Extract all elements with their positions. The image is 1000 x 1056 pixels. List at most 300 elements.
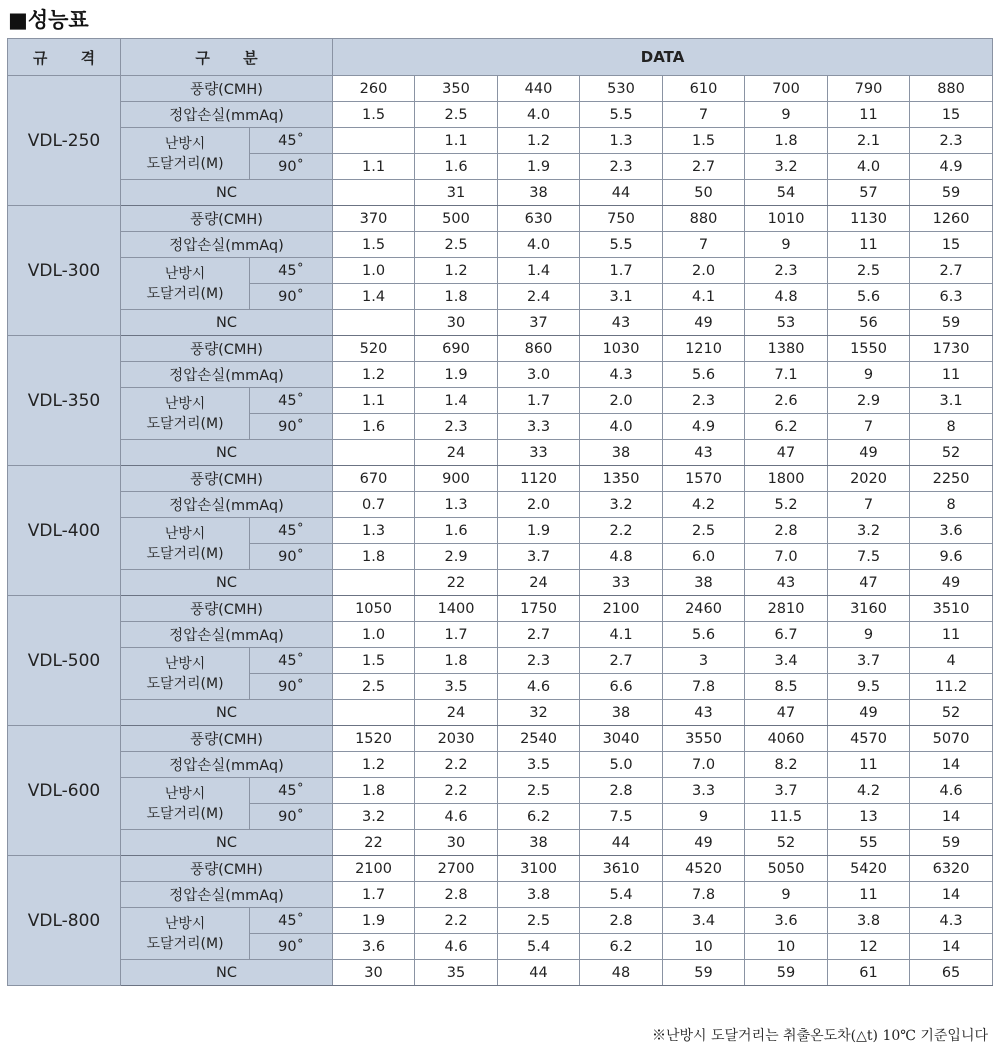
data-cell: 32	[498, 700, 580, 726]
data-cell: 750	[580, 206, 663, 232]
data-cell: 0.7	[333, 492, 415, 518]
data-cell: 2.2	[580, 518, 663, 544]
data-cell: 1.6	[415, 154, 498, 180]
data-cell: 1.8	[415, 648, 498, 674]
angle-45-label: 45˚	[250, 518, 333, 544]
data-cell: 13	[828, 804, 910, 830]
pressure-loss-label: 정압손실(mmAq)	[121, 752, 333, 778]
pressure-loss-label: 정압손실(mmAq)	[121, 882, 333, 908]
pressure-loss-label: 정압손실(mmAq)	[121, 622, 333, 648]
data-cell: 4.2	[663, 492, 745, 518]
table-row	[8, 596, 993, 622]
data-cell: 1.7	[498, 388, 580, 414]
data-cell: 2.5	[333, 674, 415, 700]
data-cell: 1.4	[333, 284, 415, 310]
data-cell: 11.2	[910, 674, 993, 700]
data-cell: 38	[580, 440, 663, 466]
data-cell: 9	[745, 232, 828, 258]
data-cell: 2020	[828, 466, 910, 492]
data-cell: 11	[910, 362, 993, 388]
table-row	[8, 466, 993, 492]
data-cell: 59	[910, 310, 993, 336]
data-cell: 3.7	[498, 544, 580, 570]
angle-45-label: 45˚	[250, 258, 333, 284]
airflow-label: 풍량(CMH)	[121, 596, 333, 622]
airflow-label: 풍량(CMH)	[121, 726, 333, 752]
data-cell: 57	[828, 180, 910, 206]
reach-label	[121, 388, 250, 440]
data-cell: 2030	[415, 726, 498, 752]
data-cell: 44	[580, 830, 663, 856]
airflow-label: 풍량(CMH)	[121, 336, 333, 362]
data-cell: 52	[745, 830, 828, 856]
data-cell: 9	[828, 362, 910, 388]
angle-45-label: 45˚	[250, 778, 333, 804]
table-row	[8, 830, 993, 856]
data-cell: 6.3	[910, 284, 993, 310]
data-cell: 3.6	[910, 518, 993, 544]
data-cell: 3.2	[333, 804, 415, 830]
data-cell: 700	[745, 76, 828, 102]
reach-label-line1: 난방시	[164, 135, 206, 152]
data-cell: 35	[415, 960, 498, 986]
nc-label: NC	[121, 180, 333, 206]
data-cell	[333, 128, 415, 154]
data-cell: 3	[663, 648, 745, 674]
table-row	[8, 128, 993, 154]
performance-table	[7, 38, 993, 986]
data-cell: 2.5	[415, 232, 498, 258]
data-cell: 24	[498, 570, 580, 596]
data-cell: 1.3	[415, 492, 498, 518]
data-cell: 22	[333, 830, 415, 856]
data-cell: 670	[333, 466, 415, 492]
data-cell: 2.0	[580, 388, 663, 414]
data-cell: 3.2	[745, 154, 828, 180]
data-cell: 24	[415, 700, 498, 726]
data-cell: 7.1	[745, 362, 828, 388]
data-cell: 53	[745, 310, 828, 336]
data-cell: 15	[910, 232, 993, 258]
data-cell: 1.4	[415, 388, 498, 414]
data-cell: 440	[498, 76, 580, 102]
data-cell: 1260	[910, 206, 993, 232]
data-cell: 59	[745, 960, 828, 986]
angle-90-label: 90˚	[250, 284, 333, 310]
data-cell: 1.9	[498, 518, 580, 544]
data-cell: 1.8	[333, 544, 415, 570]
data-cell: 11	[828, 752, 910, 778]
data-cell: 59	[663, 960, 745, 986]
data-cell: 3.4	[663, 908, 745, 934]
data-cell: 2.7	[663, 154, 745, 180]
data-cell: 6320	[910, 856, 993, 882]
data-cell: 5.6	[663, 362, 745, 388]
data-cell: 500	[415, 206, 498, 232]
data-cell: 1.6	[415, 518, 498, 544]
data-cell: 3.2	[828, 518, 910, 544]
data-cell: 1030	[580, 336, 663, 362]
data-cell: 37	[498, 310, 580, 336]
data-cell: 3.6	[333, 934, 415, 960]
data-cell: 1.8	[333, 778, 415, 804]
data-cell: 6.2	[745, 414, 828, 440]
data-cell: 5420	[828, 856, 910, 882]
data-cell: 4.9	[663, 414, 745, 440]
data-cell: 1.4	[498, 258, 580, 284]
data-cell: 6.6	[580, 674, 663, 700]
data-cell: 4.2	[828, 778, 910, 804]
data-cell: 1400	[415, 596, 498, 622]
angle-45-label: 45˚	[250, 648, 333, 674]
data-cell: 3510	[910, 596, 993, 622]
data-cell: 6.7	[745, 622, 828, 648]
angle-45-label: 45˚	[250, 128, 333, 154]
data-cell: 5.2	[745, 492, 828, 518]
data-cell: 11.5	[745, 804, 828, 830]
data-cell: 12	[828, 934, 910, 960]
data-cell: 4.6	[415, 934, 498, 960]
nc-label: NC	[121, 440, 333, 466]
data-cell: 1.7	[333, 882, 415, 908]
data-cell: 9	[745, 882, 828, 908]
data-cell	[333, 440, 415, 466]
data-cell: 59	[910, 180, 993, 206]
data-cell: 3610	[580, 856, 663, 882]
data-cell: 2250	[910, 466, 993, 492]
data-cell: 7.0	[663, 752, 745, 778]
nc-label: NC	[121, 830, 333, 856]
data-cell: 11	[828, 882, 910, 908]
data-cell: 3.7	[828, 648, 910, 674]
table-row	[8, 882, 993, 908]
data-cell	[333, 310, 415, 336]
reach-label	[121, 648, 250, 700]
model-name: VDL-300	[8, 206, 121, 336]
data-cell: 24	[415, 440, 498, 466]
data-cell: 49	[828, 700, 910, 726]
data-cell	[333, 700, 415, 726]
data-cell: 4.0	[828, 154, 910, 180]
nc-label: NC	[121, 700, 333, 726]
data-cell: 4.3	[580, 362, 663, 388]
data-cell: 3.7	[745, 778, 828, 804]
model-name: VDL-500	[8, 596, 121, 726]
data-cell: 7.5	[828, 544, 910, 570]
data-cell: 31	[415, 180, 498, 206]
pressure-loss-label: 정압손실(mmAq)	[121, 232, 333, 258]
data-cell: 43	[663, 700, 745, 726]
data-cell: 59	[910, 830, 993, 856]
table-row	[8, 648, 993, 674]
data-cell: 47	[745, 440, 828, 466]
data-cell: 9	[828, 622, 910, 648]
data-cell: 1210	[663, 336, 745, 362]
data-cell: 2540	[498, 726, 580, 752]
angle-90-label: 90˚	[250, 544, 333, 570]
table-row	[8, 778, 993, 804]
data-cell: 2.5	[498, 778, 580, 804]
data-cell: 4570	[828, 726, 910, 752]
table-row	[8, 622, 993, 648]
table-row	[8, 336, 993, 362]
data-cell: 1.7	[415, 622, 498, 648]
data-cell: 8.2	[745, 752, 828, 778]
data-cell: 3.3	[663, 778, 745, 804]
data-cell: 44	[580, 180, 663, 206]
data-cell: 900	[415, 466, 498, 492]
table-row	[8, 492, 993, 518]
data-cell: 2460	[663, 596, 745, 622]
reach-label	[121, 518, 250, 570]
data-cell: 3.1	[580, 284, 663, 310]
data-cell: 520	[333, 336, 415, 362]
header-spec: 규 격	[8, 39, 121, 76]
data-cell: 1.5	[333, 232, 415, 258]
table-row	[8, 102, 993, 128]
data-cell: 3.3	[498, 414, 580, 440]
data-cell: 43	[580, 310, 663, 336]
angle-90-label: 90˚	[250, 414, 333, 440]
reach-label-line2: 도달거리(M)	[146, 285, 224, 302]
data-cell: 1570	[663, 466, 745, 492]
table-row	[8, 206, 993, 232]
data-cell: 2.0	[663, 258, 745, 284]
data-cell: 47	[745, 700, 828, 726]
reach-label-line2: 도달거리(M)	[146, 675, 224, 692]
data-cell: 3.8	[498, 882, 580, 908]
table-row	[8, 76, 993, 102]
table-row	[8, 258, 993, 284]
data-cell: 14	[910, 934, 993, 960]
data-cell: 880	[663, 206, 745, 232]
data-cell: 260	[333, 76, 415, 102]
reach-label-line1: 난방시	[164, 655, 206, 672]
data-cell: 4.9	[910, 154, 993, 180]
data-cell: 4.1	[663, 284, 745, 310]
data-cell: 11	[828, 232, 910, 258]
data-cell: 9.5	[828, 674, 910, 700]
data-cell: 2.7	[580, 648, 663, 674]
data-cell: 3.5	[415, 674, 498, 700]
data-cell: 50	[663, 180, 745, 206]
data-cell: 52	[910, 700, 993, 726]
data-cell: 33	[498, 440, 580, 466]
data-cell: 1.3	[580, 128, 663, 154]
data-cell: 1130	[828, 206, 910, 232]
data-cell: 7	[828, 414, 910, 440]
data-cell: 47	[828, 570, 910, 596]
data-cell: 2810	[745, 596, 828, 622]
data-cell: 2.3	[580, 154, 663, 180]
data-cell: 3160	[828, 596, 910, 622]
data-cell: 8.5	[745, 674, 828, 700]
pressure-loss-label: 정압손실(mmAq)	[121, 362, 333, 388]
data-cell: 1380	[745, 336, 828, 362]
data-cell: 61	[828, 960, 910, 986]
data-cell: 2.8	[415, 882, 498, 908]
data-cell: 2100	[333, 856, 415, 882]
airflow-label: 풍량(CMH)	[121, 206, 333, 232]
airflow-label: 풍량(CMH)	[121, 76, 333, 102]
data-cell: 2700	[415, 856, 498, 882]
data-cell: 5050	[745, 856, 828, 882]
data-cell: 1120	[498, 466, 580, 492]
data-cell: 1.2	[333, 362, 415, 388]
data-cell: 38	[498, 830, 580, 856]
data-cell: 9.6	[910, 544, 993, 570]
data-cell: 1350	[580, 466, 663, 492]
data-cell: 2.2	[415, 778, 498, 804]
data-cell: 44	[498, 960, 580, 986]
data-cell: 6.2	[580, 934, 663, 960]
header-data: DATA	[333, 39, 993, 76]
data-cell: 43	[745, 570, 828, 596]
table-row	[8, 700, 993, 726]
data-cell: 1.9	[415, 362, 498, 388]
data-cell: 4.8	[745, 284, 828, 310]
data-cell: 4	[910, 648, 993, 674]
table-row	[8, 856, 993, 882]
reach-label	[121, 128, 250, 180]
table-row	[8, 518, 993, 544]
table-row	[8, 960, 993, 986]
data-cell	[333, 180, 415, 206]
data-cell: 6.2	[498, 804, 580, 830]
data-cell: 56	[828, 310, 910, 336]
nc-label: NC	[121, 960, 333, 986]
nc-label: NC	[121, 310, 333, 336]
data-cell: 43	[663, 440, 745, 466]
data-cell: 10	[663, 934, 745, 960]
data-cell: 5.0	[580, 752, 663, 778]
data-cell: 4.1	[580, 622, 663, 648]
data-cell: 30	[415, 830, 498, 856]
data-cell: 1550	[828, 336, 910, 362]
data-cell: 4.6	[910, 778, 993, 804]
reach-label	[121, 258, 250, 310]
data-cell: 14	[910, 804, 993, 830]
data-cell: 7.8	[663, 674, 745, 700]
data-cell: 4.3	[910, 908, 993, 934]
data-cell: 30	[333, 960, 415, 986]
table-row	[8, 570, 993, 596]
data-cell: 5070	[910, 726, 993, 752]
nc-label: NC	[121, 570, 333, 596]
data-cell: 1.5	[663, 128, 745, 154]
data-cell: 49	[910, 570, 993, 596]
data-cell: 1.7	[580, 258, 663, 284]
data-cell: 5.4	[580, 882, 663, 908]
data-cell: 8	[910, 492, 993, 518]
data-cell: 1.0	[333, 622, 415, 648]
data-cell: 14	[910, 752, 993, 778]
data-cell: 49	[828, 440, 910, 466]
reach-label-line1: 난방시	[164, 525, 206, 542]
reach-label-line1: 난방시	[164, 395, 206, 412]
reach-label-line2: 도달거리(M)	[146, 545, 224, 562]
data-cell: 4060	[745, 726, 828, 752]
reach-label-line1: 난방시	[164, 915, 206, 932]
data-cell: 4.0	[498, 102, 580, 128]
data-cell: 630	[498, 206, 580, 232]
footnote: ※난방시 도달거리는 취출온도차(△t) 10℃ 기준입니다	[651, 1028, 988, 1044]
data-cell: 1.1	[333, 388, 415, 414]
data-cell: 3.6	[745, 908, 828, 934]
reach-label	[121, 778, 250, 830]
data-cell: 2.2	[415, 908, 498, 934]
data-cell: 5.6	[828, 284, 910, 310]
data-cell: 1.6	[333, 414, 415, 440]
model-name: VDL-800	[8, 856, 121, 986]
data-cell	[333, 570, 415, 596]
data-cell: 1.8	[415, 284, 498, 310]
data-cell: 3100	[498, 856, 580, 882]
table-row	[8, 310, 993, 336]
table-row	[8, 232, 993, 258]
data-cell: 4.0	[580, 414, 663, 440]
data-cell: 2.8	[745, 518, 828, 544]
airflow-label: 풍량(CMH)	[121, 466, 333, 492]
angle-90-label: 90˚	[250, 804, 333, 830]
data-cell: 2.7	[498, 622, 580, 648]
data-cell: 1.1	[333, 154, 415, 180]
data-cell: 7.0	[745, 544, 828, 570]
data-cell: 14	[910, 882, 993, 908]
data-cell: 3040	[580, 726, 663, 752]
data-cell: 8	[910, 414, 993, 440]
airflow-label: 풍량(CMH)	[121, 856, 333, 882]
angle-45-label: 45˚	[250, 908, 333, 934]
angle-45-label: 45˚	[250, 388, 333, 414]
table-row	[8, 440, 993, 466]
data-cell: 3.8	[828, 908, 910, 934]
table-row	[8, 726, 993, 752]
data-cell: 790	[828, 76, 910, 102]
data-cell: 3.5	[498, 752, 580, 778]
data-cell: 9	[745, 102, 828, 128]
table-row	[8, 362, 993, 388]
data-cell: 1.3	[333, 518, 415, 544]
reach-label-line2: 도달거리(M)	[146, 155, 224, 172]
data-cell: 2.2	[415, 752, 498, 778]
data-cell: 38	[580, 700, 663, 726]
data-cell: 49	[663, 830, 745, 856]
header-category: 구 분	[121, 39, 333, 76]
data-cell: 1.1	[415, 128, 498, 154]
data-cell: 5.5	[580, 102, 663, 128]
data-cell: 22	[415, 570, 498, 596]
data-cell: 2.3	[745, 258, 828, 284]
data-cell: 1750	[498, 596, 580, 622]
data-cell: 370	[333, 206, 415, 232]
data-cell: 1010	[745, 206, 828, 232]
table-row	[8, 388, 993, 414]
data-cell: 38	[663, 570, 745, 596]
data-cell: 860	[498, 336, 580, 362]
data-cell: 2.0	[498, 492, 580, 518]
data-cell: 1.2	[333, 752, 415, 778]
data-cell: 690	[415, 336, 498, 362]
data-cell: 2.3	[663, 388, 745, 414]
data-cell: 1050	[333, 596, 415, 622]
reach-label-line1: 난방시	[164, 265, 206, 282]
data-cell: 11	[828, 102, 910, 128]
data-cell: 4.0	[498, 232, 580, 258]
data-cell: 2.3	[498, 648, 580, 674]
model-name: VDL-250	[8, 76, 121, 206]
angle-90-label: 90˚	[250, 154, 333, 180]
